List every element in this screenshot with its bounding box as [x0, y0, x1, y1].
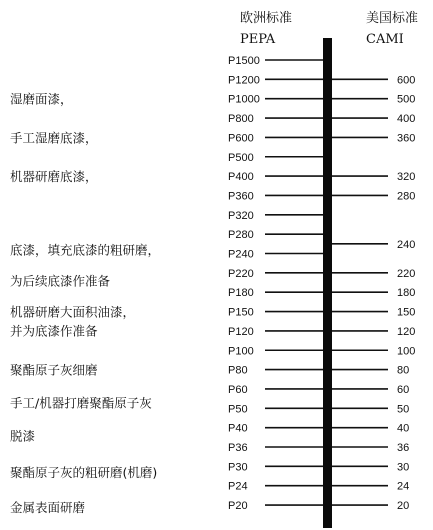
cami-label: 600	[397, 74, 416, 87]
cami-label: 100	[397, 345, 416, 358]
application-text: 机器研磨底漆，	[10, 169, 98, 185]
pepa-label: P30	[228, 461, 248, 474]
cami-label: 40	[397, 422, 410, 435]
application-text: 聚酯原子灰的粗研磨(机磨)	[10, 465, 158, 481]
cami-header-subtitle: CAMI	[366, 32, 404, 47]
application-text: 聚酯原子灰细磨	[10, 362, 98, 378]
cami-label: 36	[397, 442, 410, 454]
application-text: 金属表面研磨	[10, 499, 86, 515]
pepa-label: P800	[228, 113, 254, 126]
cami-label: 360	[397, 132, 416, 145]
pepa-label: P40	[228, 422, 248, 435]
central-scale-bar	[323, 38, 332, 528]
pepa-label: P320	[228, 209, 254, 222]
application-text: 手工湿磨底漆，	[10, 130, 98, 146]
pepa-label: P220	[228, 267, 254, 280]
pepa-label: P1200	[228, 74, 260, 87]
pepa-label: P80	[228, 364, 248, 377]
application-text: 脱漆	[10, 428, 36, 444]
pepa-label: P36	[228, 442, 248, 454]
cami-label: 220	[397, 267, 416, 280]
pepa-label: P100	[228, 345, 254, 358]
cami-label: 30	[397, 461, 410, 474]
pepa-label: P1500	[228, 55, 260, 67]
application-text: 底漆，填充底漆的粗研磨，	[10, 242, 161, 258]
cami-label: 280	[397, 190, 416, 203]
pepa-label: P50	[228, 403, 248, 416]
cami-header-title: 美国标准	[366, 11, 419, 26]
pepa-label: P180	[228, 287, 254, 300]
cami-label: 240	[397, 238, 416, 251]
pepa-label: P120	[228, 325, 254, 338]
pepa-label: P240	[228, 248, 254, 261]
cami-label: 80	[397, 364, 410, 377]
cami-label: 500	[397, 93, 416, 106]
cami-label: 400	[397, 113, 416, 126]
cami-label: 24	[397, 480, 410, 493]
pepa-header-subtitle: PEPA	[240, 32, 276, 47]
application-text: 并为底漆作准备	[10, 323, 98, 339]
pepa-label: P400	[228, 171, 254, 184]
pepa-label: P24	[228, 480, 248, 493]
application-text: 机器研磨大面积油漆，	[10, 304, 136, 320]
cami-label: 20	[397, 500, 410, 513]
cami-label: 320	[397, 171, 416, 184]
pepa-label: P60	[228, 383, 248, 396]
pepa-label: P500	[228, 151, 254, 164]
cami-label: 150	[397, 306, 416, 319]
pepa-label: P20	[228, 500, 248, 513]
application-text: 湿磨面漆，	[10, 91, 73, 107]
application-text: 为后续底漆作准备	[10, 273, 111, 289]
pepa-header-title: 欧洲标准	[240, 11, 293, 26]
pepa-label: P1000	[228, 93, 260, 106]
pepa-label: P600	[228, 132, 254, 145]
pepa-label: P360	[228, 190, 254, 203]
pepa-label: P280	[228, 229, 254, 242]
application-text: 手工/机器打磨聚酯原子灰	[10, 395, 152, 411]
cami-label: 120	[397, 325, 416, 338]
cami-label: 50	[397, 403, 410, 416]
pepa-label: P150	[228, 306, 254, 319]
cami-label: 180	[397, 287, 416, 300]
cami-label: 60	[397, 383, 410, 396]
